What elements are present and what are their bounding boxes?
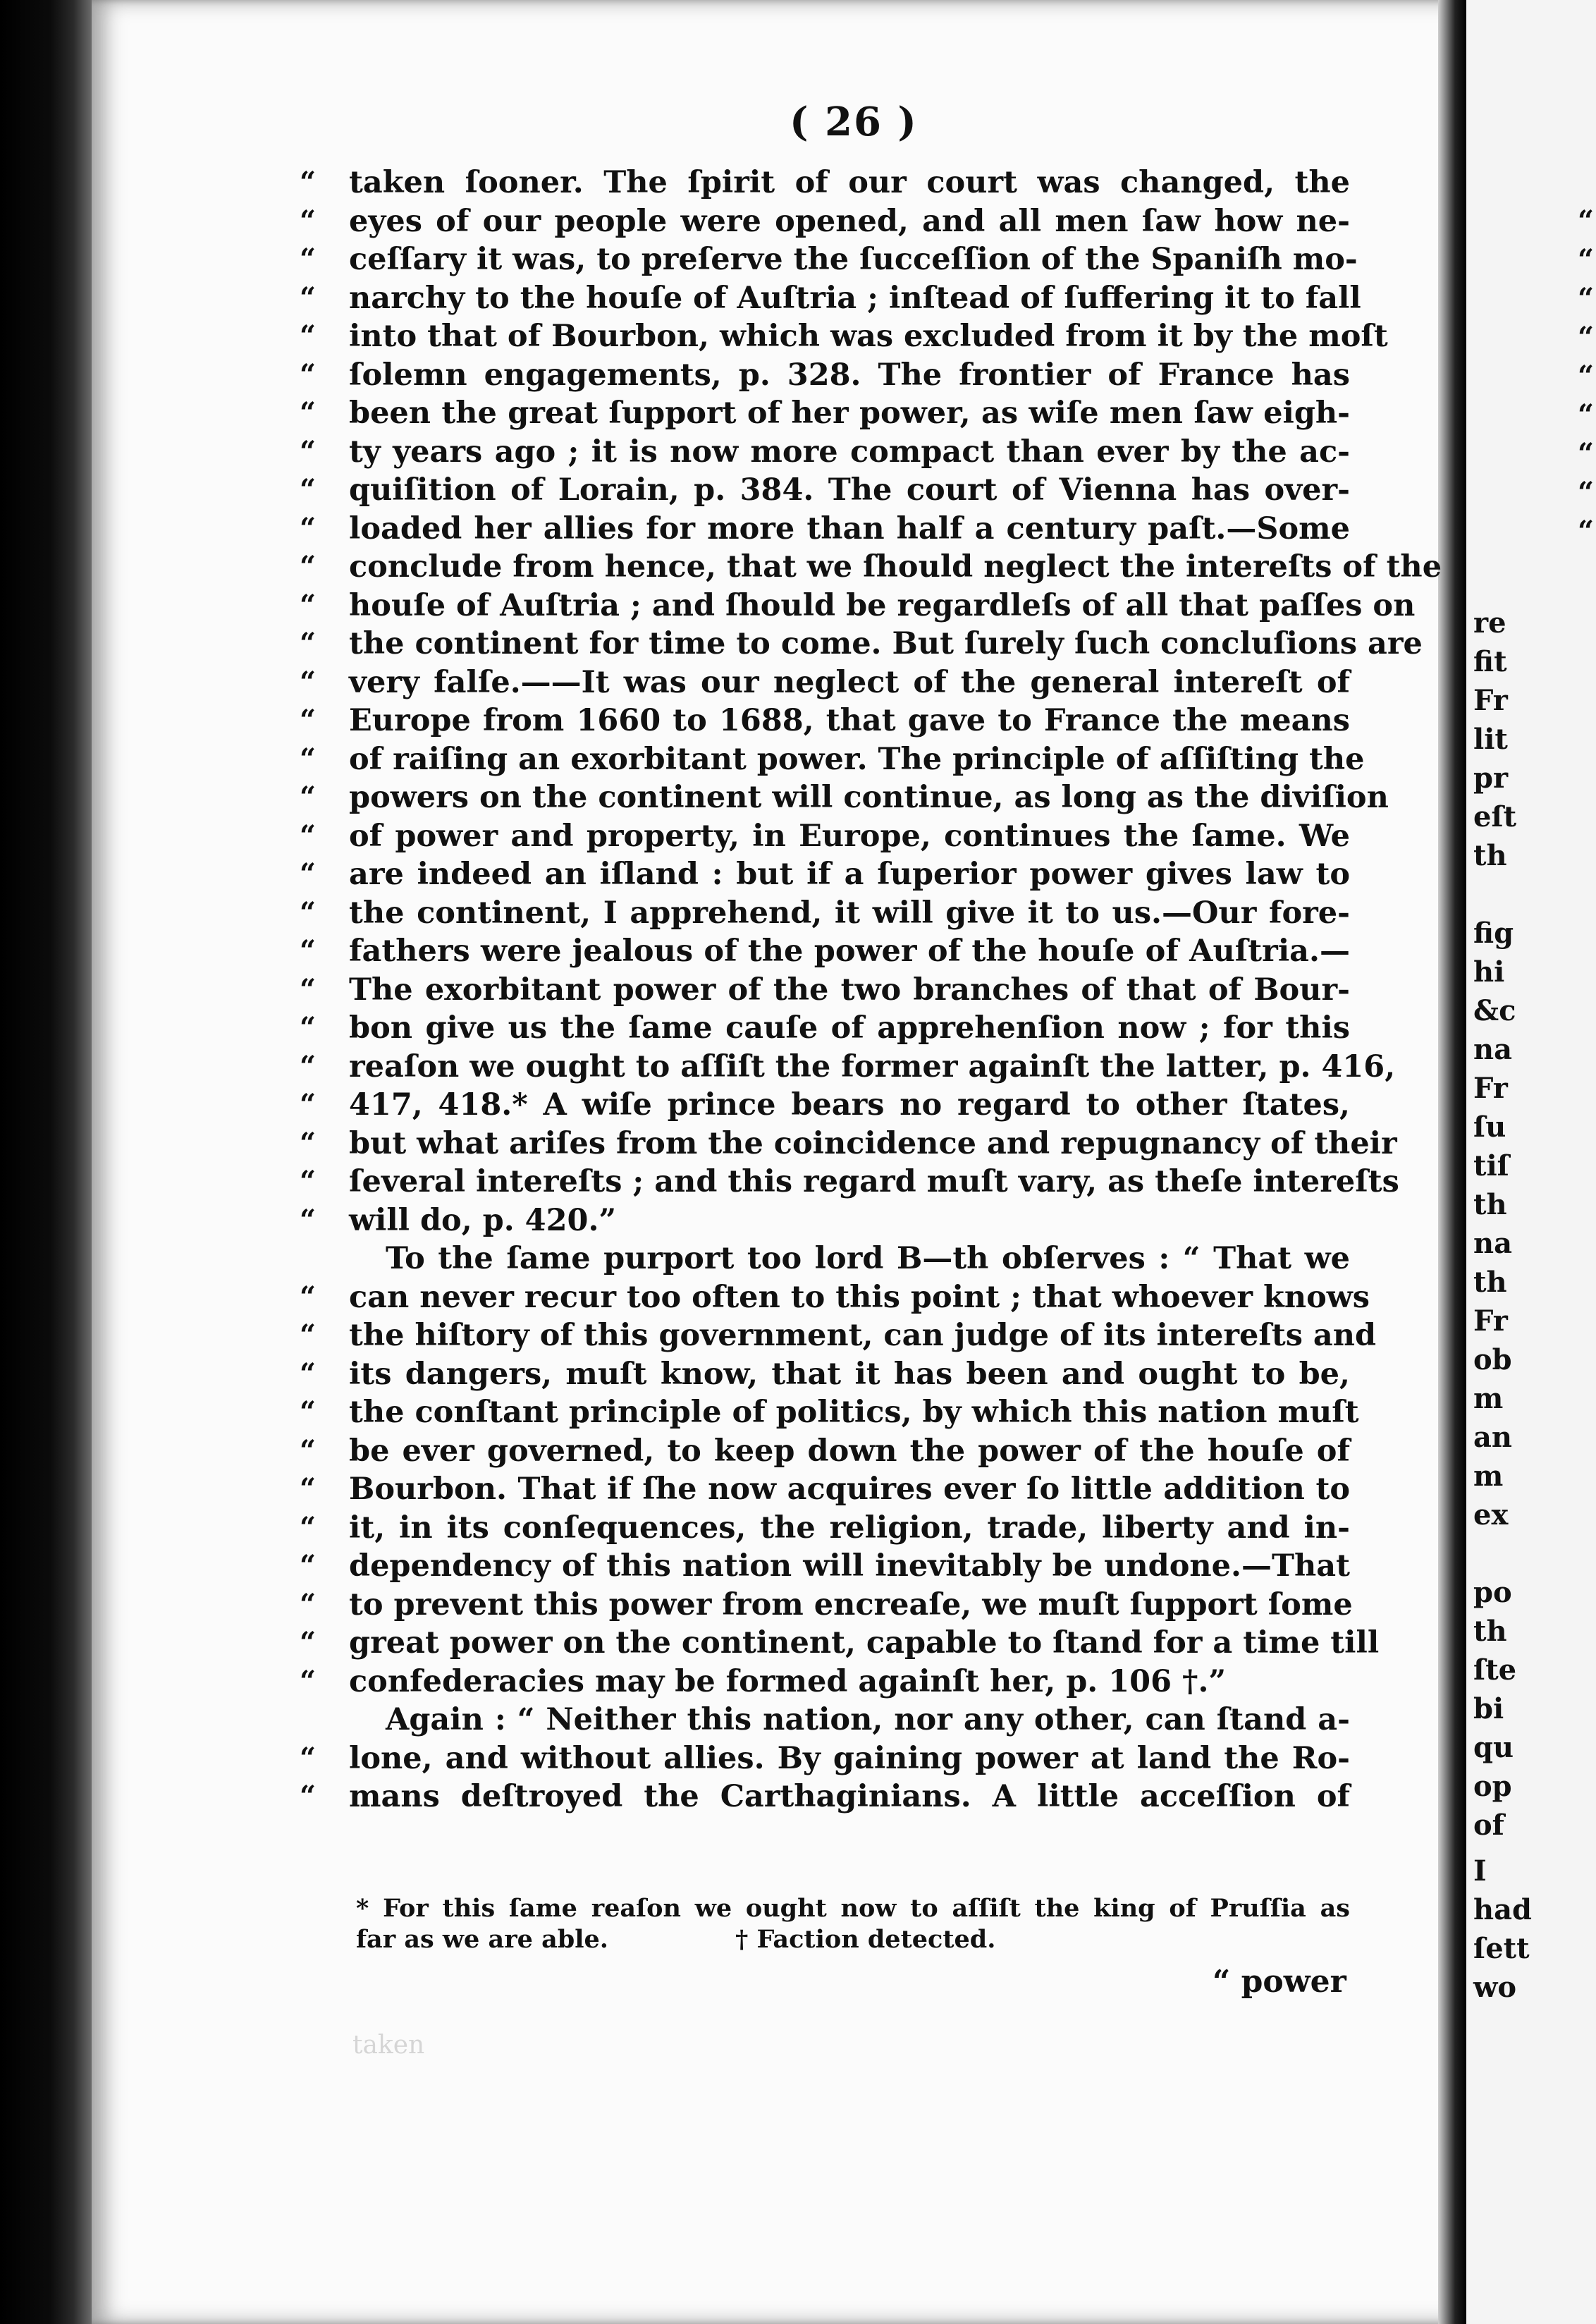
quote-mark: “ (300, 473, 317, 506)
quote-mark: “ (300, 627, 317, 660)
line-text: narchy to the houſe of Auſtria ; inſtead of ſuffering it to fall (349, 280, 1361, 316)
line-text: To the ſame purport too lord B—th obſerves : “ That we (386, 1241, 1350, 1276)
binding-gutter (0, 0, 92, 2324)
facing-page-fragment: m (1473, 1382, 1504, 1415)
line-text: are indeed an iſland : but if a ſuperior power gives law to (349, 857, 1350, 892)
text-line (300, 702, 1350, 740)
quote-mark: “ (300, 1049, 317, 1083)
facing-page-fragment: Fr (1473, 684, 1508, 717)
quote-mark: “ (300, 319, 317, 353)
facing-page-fragment: ex (1473, 1498, 1509, 1531)
bleed-through-text: taken (352, 2031, 425, 2060)
line-text: dependency of this nation will inevitably be undone.—That (349, 1548, 1350, 1584)
quote-mark: “ (300, 934, 317, 967)
quote-mark: “ (300, 1203, 317, 1237)
facing-page-fragment: th (1473, 1615, 1507, 1648)
page-edge-shadow (1438, 0, 1466, 2324)
facing-page-fragment: had (1473, 1893, 1532, 1926)
footnote-line (356, 1924, 1350, 1955)
text-line (300, 587, 1416, 625)
text-line (300, 663, 1350, 702)
facing-page-fragment: th (1473, 839, 1507, 872)
facing-page-quote-mark: “ (1578, 398, 1595, 432)
quote-mark: “ (300, 1664, 317, 1698)
text-line (300, 971, 1350, 1010)
quote-mark: “ (300, 434, 317, 468)
facing-page-fragment: &c (1473, 994, 1516, 1027)
line-text: the continent, I apprehend, it will give it to us.—Our fore- (349, 895, 1350, 931)
text-line (300, 240, 1358, 279)
line-text: fathers were jealous of the power of the houſe of Auſtria.— (349, 934, 1350, 969)
facing-page-fragment: re (1473, 606, 1506, 640)
facing-page-quote-mark: “ (1578, 360, 1595, 393)
line-text: bon give us the ſame cauſe of apprehenſion now ; for this (349, 1010, 1350, 1046)
text-line (300, 317, 1388, 356)
facing-page-fragment: fit (1473, 645, 1507, 678)
facing-page-fragment: wo (1473, 1971, 1517, 2004)
line-text: into that of Bourbon, which was excluded from it by the moſt (349, 319, 1388, 354)
text-line (300, 1739, 1350, 1778)
line-text: taken ſooner. The ſpirit of our court was changed, the (349, 165, 1350, 200)
text-line (300, 1009, 1350, 1048)
quote-mark: “ (300, 511, 317, 545)
quote-mark: “ (300, 665, 317, 699)
text-line (300, 1201, 1350, 1240)
text-line (349, 1240, 1350, 1278)
line-text: Again : “ Neither this nation, nor any other, can ſtand a- (386, 1702, 1350, 1737)
line-text: powers on the continent will continue, as long as the diviſion (349, 780, 1389, 815)
text-line (300, 202, 1350, 241)
line-text: houſe of Auſtria ; and ſhould be regardleſs of all that paſſes on (349, 587, 1416, 623)
line-text: be ever governed, to keep down the power of the houſe of (349, 1433, 1350, 1469)
quote-mark: “ (300, 588, 317, 622)
line-text: conclude from hence, that we ſhould neglect the intereſts of the (349, 549, 1442, 585)
facing-page-quote-mark: “ (1578, 321, 1595, 354)
text-line (300, 433, 1350, 472)
text-line (349, 1701, 1350, 1739)
facing-page-fragment: th (1473, 1188, 1507, 1221)
text-line (300, 471, 1350, 510)
quote-mark: “ (300, 1780, 317, 1813)
quote-mark: “ (300, 1357, 317, 1390)
text-line (300, 740, 1365, 779)
line-text: ſolemn engagements, p. 328. The frontier of France has (349, 357, 1350, 393)
facing-page-fragment: Fr (1473, 1304, 1508, 1338)
facing-page-fragment: ſte (1473, 1653, 1517, 1687)
footnote-source: † Faction detected. (735, 1925, 996, 1954)
text-line (300, 625, 1423, 663)
line-text: mans deſtroyed the Carthaginians. A little acceſſion of (349, 1779, 1350, 1814)
line-text: great power on the continent, capable to ſtand for a time till (349, 1625, 1380, 1661)
quote-mark: “ (300, 1433, 317, 1467)
facing-page-quote-mark: “ (1578, 243, 1595, 276)
facing-page-fragment: ſu (1473, 1111, 1506, 1144)
text-line (300, 510, 1350, 549)
line-text: of power and property, in Europe, continues the ſame. We (349, 818, 1350, 854)
facing-page-quote-mark: “ (1578, 282, 1595, 315)
line-text: the conſtant principle of politics, by which this nation muſt (349, 1395, 1359, 1430)
quote-mark: “ (300, 781, 317, 814)
facing-page-fragment: of (1473, 1809, 1504, 1842)
text-line (300, 1393, 1359, 1432)
facing-page-quote-mark: “ (1578, 476, 1595, 509)
quote-mark: “ (300, 742, 317, 776)
line-text: the hiſtory of this government, can judge of its intereſts and (349, 1318, 1377, 1353)
text-line (300, 1624, 1380, 1663)
line-text: The exorbitant power of the two branches of that of Bour- (349, 972, 1350, 1008)
text-line (300, 894, 1350, 933)
quote-mark: “ (300, 204, 317, 238)
line-text: Bourbon. That if ſhe now acquires ever ſo little addition to (349, 1472, 1350, 1507)
quote-mark: “ (300, 1165, 317, 1198)
facing-page-fragment: op (1473, 1770, 1512, 1803)
quote-mark: “ (300, 895, 317, 929)
quote-mark: “ (300, 396, 317, 429)
facing-page-fragment: th (1473, 1266, 1507, 1299)
quote-mark: “ (300, 1549, 317, 1582)
facing-page-fragment: lit (1473, 723, 1508, 756)
footnote-text: far as we are able. (356, 1925, 608, 1954)
quote-mark: “ (300, 972, 317, 1006)
facing-page-fragment: na (1473, 1033, 1512, 1066)
facing-page-fragment: qu (1473, 1731, 1514, 1764)
line-text: quiſition of Lorain, p. 384. The court of Vienna has over- (349, 472, 1350, 508)
line-text: will do, p. 420.” (349, 1202, 617, 1238)
quote-mark: “ (300, 704, 317, 737)
facing-page-fragment: hi (1473, 955, 1505, 989)
facing-page-fragment: an (1473, 1421, 1512, 1454)
quote-mark: “ (300, 1741, 317, 1775)
text-line (300, 1278, 1370, 1317)
text-line (300, 778, 1389, 817)
line-text: Europe from 1660 to 1688, that gave to France the means (349, 703, 1350, 738)
quote-mark: “ (300, 1319, 317, 1352)
facing-page-fragment: ſett (1473, 1932, 1530, 1965)
line-text: eyes of our people were opened, and all men ſaw how ne- (349, 203, 1350, 239)
text-line (300, 1125, 1397, 1163)
line-text: its dangers, muſt know, that it has been and ought to be, (349, 1356, 1350, 1392)
text-line (300, 394, 1350, 433)
facing-page-quote-mark: “ (1578, 437, 1595, 470)
quote-mark: “ (300, 166, 317, 199)
facing-page-fragment: tiſ (1473, 1149, 1509, 1182)
line-text: the continent for time to come. But ſurely ſuch concluſions are (349, 626, 1423, 661)
facing-page-fragment: m (1473, 1460, 1504, 1493)
quote-mark: “ (300, 1088, 317, 1121)
quote-mark: “ (300, 1126, 317, 1160)
quote-mark: “ (300, 550, 317, 583)
footnote (356, 1893, 1350, 1955)
line-text: ty years ago ; it is now more compact than ever by the ac- (349, 434, 1350, 470)
line-text: it, in its conſequences, the religion, trade, liberty and in- (349, 1510, 1350, 1546)
facing-page-fragment: eſt (1473, 800, 1517, 833)
facing-page-quote-mark: “ (1578, 515, 1595, 548)
line-text: to prevent this power from encreaſe, we muſt ſupport ſome (349, 1586, 1353, 1622)
text-line (300, 1086, 1350, 1125)
line-text: 417, 418.* A wiſe prince bears no regard to other ſtates, (349, 1087, 1350, 1123)
text-line (300, 548, 1442, 587)
text-line (300, 1163, 1399, 1201)
quote-mark: “ (300, 857, 317, 891)
facing-page-fragment: pr (1473, 762, 1509, 795)
quote-mark: “ (300, 1587, 317, 1621)
line-text: been the great ſupport of her power, as wiſe men ſaw eigh- (349, 396, 1350, 431)
line-text: confederacies may be formed againſt her, p. 106 †.” (349, 1663, 1227, 1699)
text-line (300, 279, 1361, 318)
facing-page-fragment: fig (1473, 917, 1514, 950)
line-text: very falſe.——It was our neglect of the general intereſt of (349, 664, 1350, 700)
text-line (300, 1509, 1350, 1548)
facing-page-fragment: na (1473, 1227, 1512, 1260)
quote-mark: “ (300, 357, 317, 391)
quote-mark: “ (300, 1510, 317, 1544)
line-text: lone, and without allies. By gaining power at land the Ro- (349, 1740, 1350, 1776)
facing-page-fragment: Fr (1473, 1072, 1508, 1105)
line-text: can never recur too often to this point ; that whoever knows (349, 1279, 1370, 1315)
text-line (300, 1778, 1350, 1816)
text-line (300, 1355, 1350, 1394)
quote-mark: “ (300, 1626, 317, 1659)
quote-mark: “ (300, 1395, 317, 1429)
quote-mark: “ (300, 819, 317, 852)
quote-mark: “ (300, 1472, 317, 1505)
text-line (300, 932, 1350, 971)
text-line (300, 1547, 1350, 1586)
text-line (300, 817, 1350, 856)
text-line (300, 164, 1350, 202)
text-line (300, 356, 1350, 395)
line-text: loaded her allies for more than half a century paſt.—Some (349, 510, 1350, 546)
quote-mark: “ (300, 281, 317, 314)
catchword: “ power (1213, 1964, 1346, 2000)
quote-mark: “ (300, 243, 317, 276)
footnote-line: * For this ſame reaſon we ought now to aſſiſt the king of Pruſſia as (356, 1894, 1350, 1923)
quote-mark: “ (300, 1011, 317, 1044)
quote-mark: “ (300, 1280, 317, 1314)
text-line (300, 1316, 1377, 1355)
line-text: ceſſary it was, to preſerve the ſucceſſion of the Spaniſh mo- (349, 242, 1358, 277)
facing-page-fragment: ob (1473, 1343, 1512, 1376)
facing-page-quote-mark: “ (1578, 204, 1595, 238)
line-text: reaſon we ought to aſſiſt the former againſt the latter, p. 416, (349, 1048, 1396, 1084)
line-text: but what ariſes from the coincidence and repugnancy of their (349, 1125, 1397, 1161)
text-line (300, 1432, 1350, 1471)
text-line (300, 1586, 1353, 1625)
text-line (300, 1048, 1396, 1087)
body-text (300, 164, 1442, 1816)
facing-page-fragment: po (1473, 1576, 1512, 1609)
page-number: ( 26 ) (790, 99, 918, 145)
facing-page-fragment: I (1473, 1854, 1487, 1888)
text-line (300, 855, 1350, 894)
text-line (300, 1470, 1350, 1509)
text-line (300, 1663, 1350, 1701)
line-text: of raiſing an exorbitant power. The principle of aſſiſting the (349, 741, 1365, 777)
facing-page-fragment: bi (1473, 1692, 1504, 1725)
line-text: ſeveral intereſts ; and this regard muſt vary, as theſe intereſts (349, 1164, 1399, 1199)
